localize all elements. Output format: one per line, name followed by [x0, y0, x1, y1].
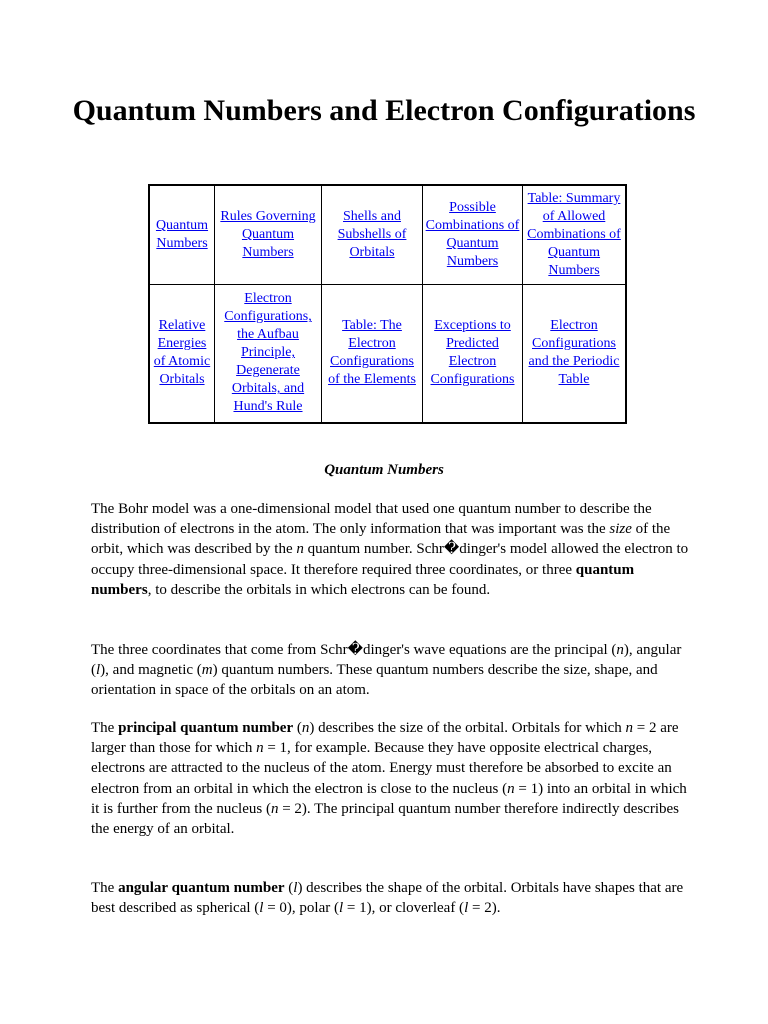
topic-nav-table [148, 184, 627, 424]
italic-variable: n [616, 642, 624, 658]
nav-cell [322, 284, 423, 423]
paragraph-principal-quantum-number [91, 718, 691, 839]
text: The three coordinates that come from Schr�dinger's wave equations are the principal ( [91, 642, 617, 658]
nav-cell [215, 284, 322, 423]
italic-variable: n [301, 720, 310, 736]
nav-link-summary-table[interactable]: Table: Summary of Allowed Combinations of Quantum Numbers [527, 190, 621, 278]
nav-link-aufbau[interactable]: Electron Configurations, the Aufbau Principle, Degenerate Orbitals, and Hund's Rule [224, 291, 312, 415]
text: ( [293, 720, 302, 736]
italic-text: size [609, 521, 632, 538]
nav-link-shells-subshells[interactable]: Shells and Subshells of Orbitals [337, 208, 407, 260]
paragraph-three-coordinates [91, 640, 691, 701]
italic-variable: m [201, 662, 213, 679]
nav-link-configurations-table[interactable]: Table: The Electron Configurations of the Elements [328, 318, 416, 388]
text: ) describes the shape of the orbital. Orbitals have shapes that are best described as spherical ( [91, 880, 684, 917]
text: The [91, 880, 119, 896]
nav-link-exceptions[interactable]: Exceptions to Predicted Electron Configurations [430, 318, 515, 388]
nav-link-quantum-numbers[interactable]: Quantum Numbers [155, 217, 209, 251]
page-title: Quantum Numbers and Electron Configurations [72, 94, 696, 127]
nav-link-periodic-table[interactable]: Electron Configurations and the Periodic Table [528, 318, 620, 388]
text: ), and magnetic ( [100, 662, 202, 679]
nav-cell [523, 185, 627, 284]
italic-variable: l [96, 662, 101, 679]
bold-term: quantum numbers [91, 561, 635, 598]
section-title: Quantum Numbers [324, 462, 444, 478]
nav-cell [149, 185, 215, 284]
text: The [91, 720, 119, 736]
bold-term: angular quantum number [118, 880, 285, 896]
nav-cell [149, 284, 215, 423]
italic-variable: n [625, 720, 634, 736]
text: = 2). The principal quantum number therefore indirectly describes the energy of an orbital. [91, 800, 679, 838]
nav-cell [215, 185, 322, 284]
text: , to describe the orbitals in which electrons can be found. [147, 581, 491, 598]
text: = 1, for example. Because they have opposite electrical charges, electrons are attracted to the nucleus of the atom. Energy must therefore be absorbed to excite an electron from an orbital in which the electron is close to the nucleus ( [91, 740, 672, 797]
nav-cell [423, 185, 523, 284]
italic-variable: l [293, 880, 298, 896]
italic-variable: l [338, 900, 344, 917]
italic-variable: l [259, 900, 264, 917]
italic-variable: n [507, 780, 515, 797]
text: The Bohr model was a one-dimensional model that used one quantum number to describe the distribution of electrons in the atom. The only information that was important was the [91, 501, 652, 538]
italic-variable: n [270, 800, 279, 817]
text: ), angular ( [91, 642, 682, 679]
text: quantum number. Schr�dinger's model allowed the electron to occupy three-dimensional space. It therefore required three coordinates, or three [91, 541, 689, 578]
text: = 0), polar ( [263, 900, 339, 917]
text: ( [284, 880, 294, 896]
italic-variable: l [464, 900, 469, 917]
italic-variable: n [296, 541, 304, 558]
nav-cell [523, 284, 627, 423]
text: ) quantum numbers. These quantum numbers describe the size, shape, and orientation in space of the orbitals on an atom. [91, 662, 658, 699]
nav-link-rules-governing[interactable]: Rules Governing Quantum Numbers [220, 208, 316, 260]
text: = 2 are larger than those for which [91, 720, 679, 757]
paragraph-angular-quantum-number [91, 878, 691, 918]
nav-row [149, 284, 626, 423]
paragraph-bohr-model [91, 499, 691, 600]
text: = 2). [468, 900, 501, 917]
text: ) describes the size of the orbital. Orbitals for which [309, 720, 626, 736]
text: = 1) into an orbital in which it is further from the nucleus ( [91, 780, 687, 817]
text: of the orbit, which was described by the [91, 521, 671, 558]
nav-cell [322, 185, 423, 284]
nav-link-relative-energies[interactable]: Relative Energies of Atomic Orbitals [153, 318, 211, 388]
nav-row [149, 185, 626, 284]
bold-term: principal quantum number [118, 720, 294, 736]
text: = 1), or cloverleaf ( [343, 900, 465, 917]
italic-variable: n [256, 740, 264, 757]
nav-cell [423, 284, 523, 423]
nav-link-possible-combinations[interactable]: Possible Combinations of Quantum Numbers [425, 199, 520, 269]
